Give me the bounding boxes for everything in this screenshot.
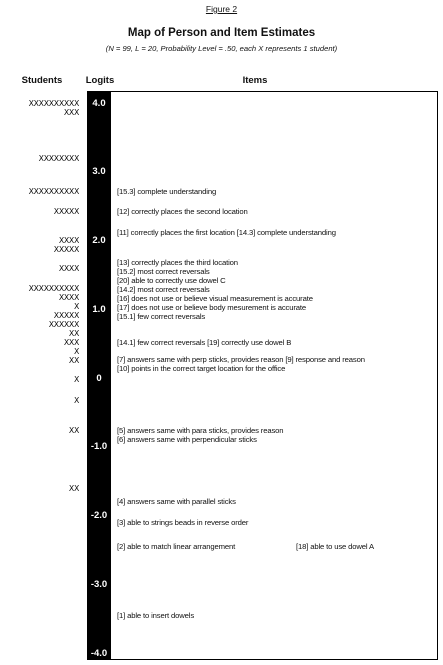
item-label: [5] answers same with para sticks, provides reason	[117, 425, 284, 435]
item-label: [15.1] few correct reversals	[117, 311, 206, 321]
item-label: [10] points in the correct target location for the office	[117, 363, 286, 373]
student-marks: XXXXXXXXXX	[28, 186, 79, 196]
student-marks: XXXXXXXXXX	[28, 284, 79, 294]
student-marks: XXX	[63, 337, 79, 347]
item-label: [6] answers same with perpendicular sticks	[117, 434, 257, 444]
student-marks: XXXXX	[53, 310, 79, 320]
logit-tick-label: -3.0	[90, 578, 108, 590]
chart-title: Map of Person and Item Estimates	[127, 27, 316, 39]
logit-tick-label: 4.0	[92, 97, 106, 109]
figure-label: Figure 2	[205, 4, 238, 14]
item-label: [15.3] complete understanding	[117, 186, 217, 196]
item-label: [18] able to use dowel A	[296, 541, 375, 551]
student-marks: XXXX	[58, 236, 79, 245]
items-column-header: Items	[242, 75, 268, 86]
logit-tick-label: -1.0	[90, 441, 108, 453]
item-label: [15.2] most correct reversals	[117, 266, 210, 276]
chart-subtitle: (N = 99, L = 20, Probability Level = .50, each X represents 1 student)	[105, 44, 338, 53]
student-marks: XXXXXXXX	[38, 153, 79, 163]
item-label: [20] able to correctly use dowel C	[117, 275, 226, 285]
student-marks: XXX	[63, 108, 79, 118]
student-marks: XXXXX	[53, 244, 79, 254]
student-marks: XXXX	[58, 293, 79, 303]
logit-tick-label: 2.0	[92, 235, 106, 246]
item-label: [11] correctly places the first location [14.3] complete understanding	[117, 227, 336, 237]
logit-tick-label: 0	[96, 372, 102, 384]
student-marks: X	[73, 346, 79, 356]
students-column-header: Students	[21, 75, 63, 86]
logit-tick-label: -4.0	[90, 647, 108, 659]
student-marks: XX	[68, 483, 79, 493]
student-marks: X	[73, 302, 79, 311]
item-label: [4] answers same with parallel sticks	[117, 497, 236, 507]
item-label: [16] does not use or believe visual measurement is accurate	[117, 293, 313, 303]
item-label: [1] able to insert dowels	[117, 610, 195, 620]
student-marks: XXXXX	[53, 207, 79, 217]
student-marks: X	[73, 395, 79, 405]
item-label: [14.2] most correct reversals	[117, 284, 210, 294]
student-marks: XXXXXXXXXX	[28, 98, 79, 108]
student-marks: XX	[68, 328, 79, 338]
student-marks: XX	[68, 355, 79, 365]
item-label: [13] correctly places the third location	[117, 258, 238, 267]
items-frame	[87, 91, 438, 660]
item-label: [14.1] few correct reversals [19] correctly use dowel B	[117, 337, 292, 347]
student-marks: X	[73, 374, 79, 384]
student-marks: XXXXXX	[48, 319, 79, 329]
item-label: [17] does not use or believe body mesurement is accurate	[117, 302, 307, 312]
item-label: [12] correctly places the second location	[117, 207, 248, 217]
item-label: [7] answers same with perp sticks, provides reason [9] response and reason	[117, 354, 365, 364]
logit-tick-label: 3.0	[92, 166, 106, 178]
logits-column-header: Logits	[85, 75, 115, 86]
student-marks: XX	[68, 425, 79, 435]
logit-tick-label: -2.0	[90, 510, 108, 521]
item-label: [2] able to match linear arrangement	[117, 541, 236, 551]
logit-tick-label: 1.0	[92, 303, 106, 315]
item-label: [3] able to strings beads in reverse order	[117, 517, 249, 527]
student-marks: XXXX	[58, 263, 79, 273]
